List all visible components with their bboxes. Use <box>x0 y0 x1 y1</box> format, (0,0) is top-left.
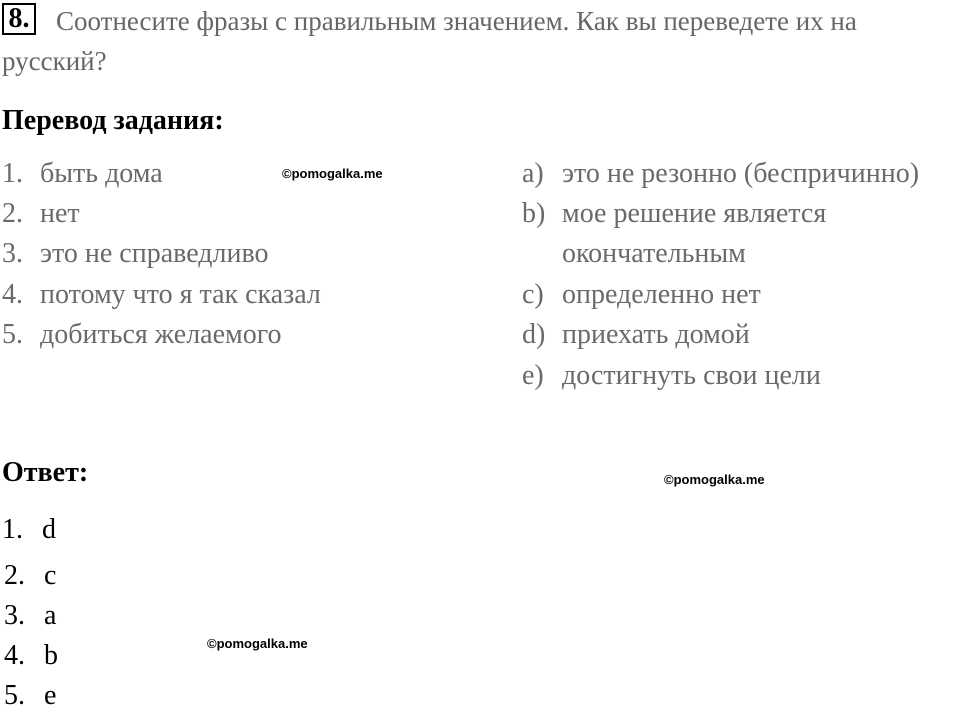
list-item: a) это не резонно (беспричинно) <box>522 158 920 189</box>
answer-item: 3. a <box>4 600 57 631</box>
translation-title: Перевод задания: <box>2 105 224 136</box>
task-instruction-line2: русский? <box>2 46 107 76</box>
watermark-text: ©pomogalka.me <box>282 166 383 181</box>
list-item: 1. быть дома <box>2 158 163 189</box>
list-item: окончательным <box>562 238 746 269</box>
list-item: b) мое решение является <box>522 198 827 229</box>
answer-title: Ответ: <box>2 457 89 488</box>
task-instruction-line1: Соотнесите фразы с правильным значением. Как вы переведете их на <box>56 6 857 36</box>
list-item: e) достигнуть свои цели <box>522 360 821 391</box>
answer-item: 2. c <box>4 560 57 591</box>
answer-item: 1. d <box>2 514 56 545</box>
list-item: 4. потому что я так сказал <box>2 279 321 310</box>
list-item: 5. добиться желаемого <box>2 319 282 350</box>
list-item: 2. нет <box>2 198 80 229</box>
answer-item: 5. e <box>4 680 57 711</box>
answer-item: 4. b <box>4 640 58 671</box>
task-number-box: 8. <box>2 3 36 35</box>
watermark-text: ©pomogalka.me <box>664 472 765 487</box>
list-item: d) приехать домой <box>522 319 750 350</box>
list-item: c) определенно нет <box>522 279 761 310</box>
list-item: 3. это не справедливо <box>2 238 269 269</box>
watermark-text: ©pomogalka.me <box>207 636 308 651</box>
